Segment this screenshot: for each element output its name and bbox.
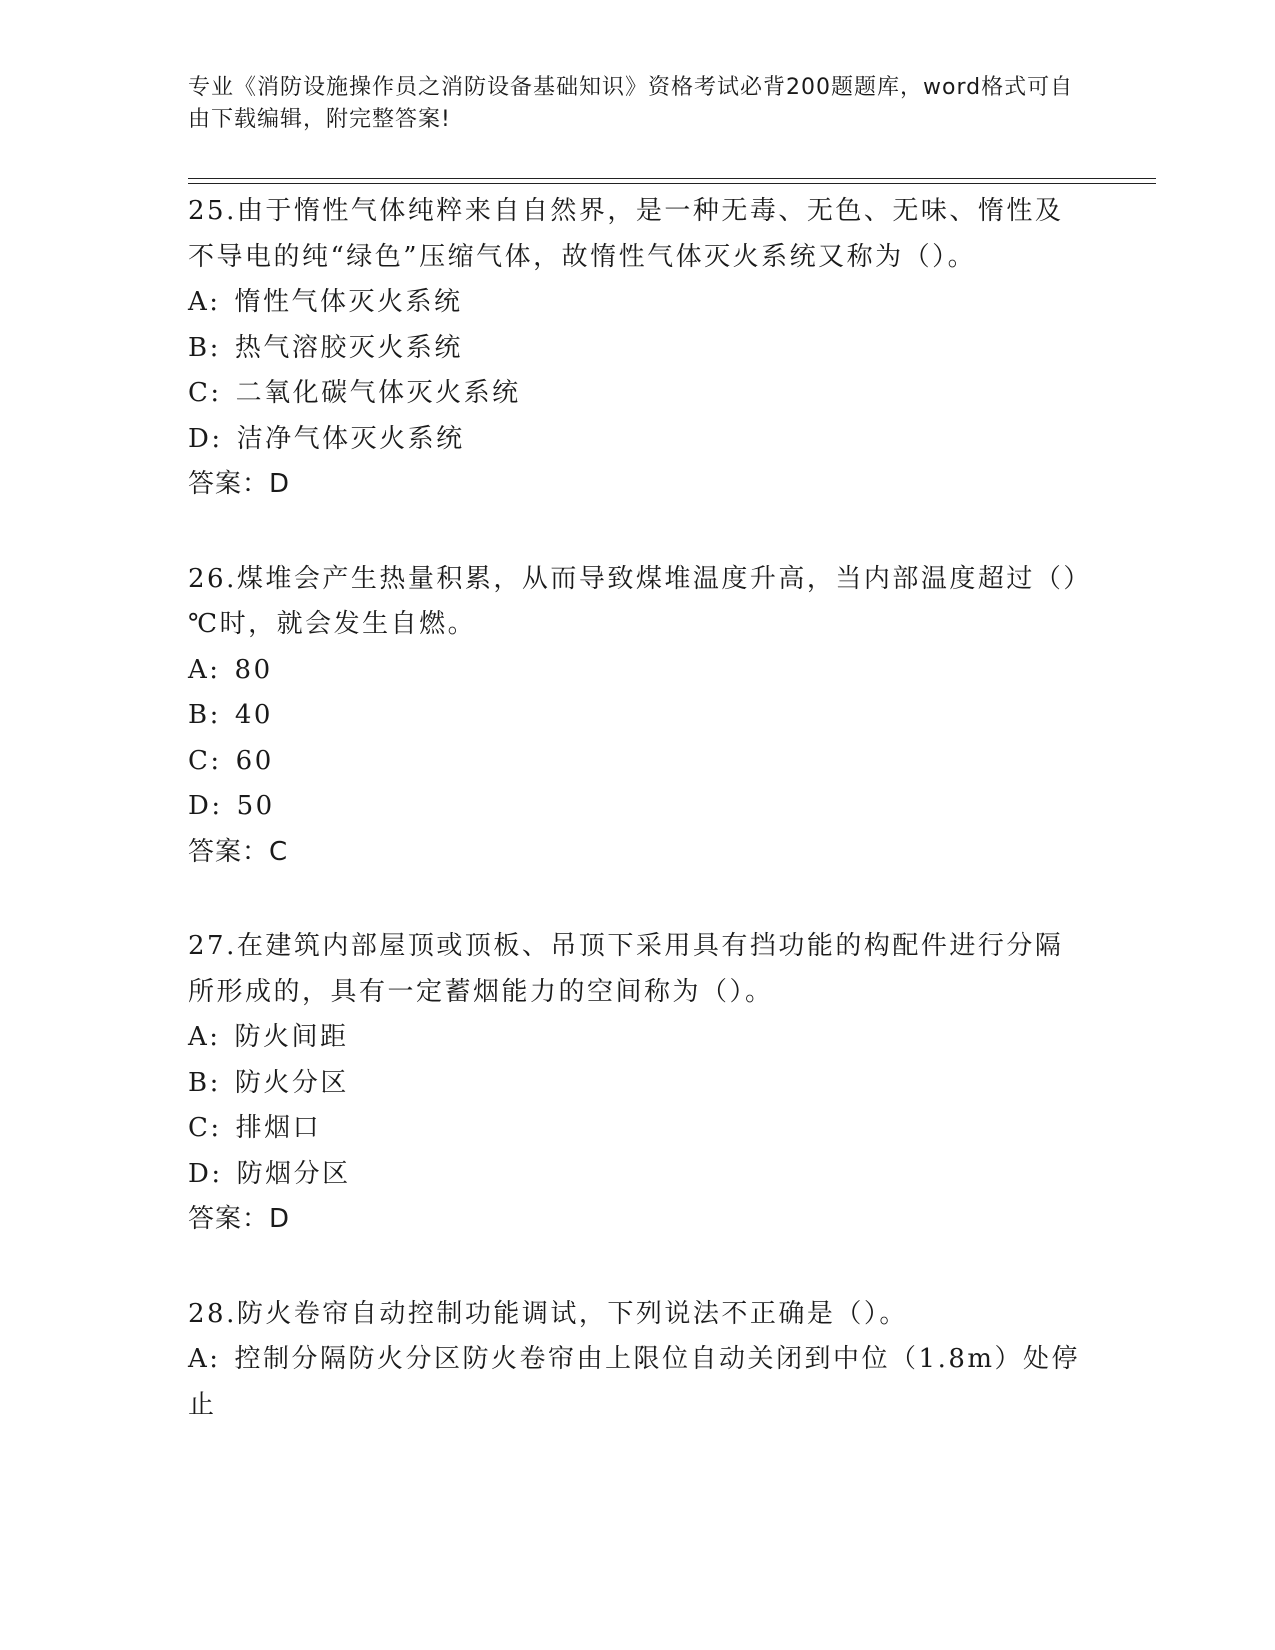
answer: 答案：C	[188, 836, 289, 867]
option-b	[188, 1061, 1088, 1107]
option-a	[188, 648, 1088, 694]
question-text: 25.由于惰性气体纯粹来自自然界，是一种无毒、无色、无味、惰性及不导电的纯“绿色”压缩气体，故惰性气体灭火系统又称为（）。	[188, 196, 1064, 272]
option-label: A:	[188, 1022, 221, 1052]
question-28	[188, 1292, 1088, 1429]
header-divider-top	[188, 178, 1156, 179]
option-label: D:	[188, 423, 223, 454]
option-text: 80	[234, 654, 273, 685]
question-26	[188, 557, 1088, 876]
option-text: 50	[236, 791, 275, 821]
option-a	[188, 280, 1088, 326]
option-label: B:	[188, 332, 221, 363]
option-label: B:	[188, 1067, 221, 1098]
document-header: 专业《消防设施操作员之消防设备基础知识》资格考试必背200题题库，word格式可自由下载编辑，附完整答案!	[188, 75, 1074, 132]
option-d	[188, 417, 1088, 463]
option-text: 控制分隔防火分区防火卷帘由上限位自动关闭到中位（1.8m）处停止	[188, 1344, 1081, 1420]
option-label: A:	[188, 654, 221, 685]
question-25	[188, 189, 1088, 508]
option-d	[188, 1152, 1088, 1198]
option-c	[188, 371, 1088, 417]
option-text: 40	[234, 700, 273, 730]
answer: 答案：D	[188, 1204, 291, 1234]
option-label: D:	[188, 1158, 223, 1189]
option-a	[188, 1337, 1088, 1428]
option-label: A:	[188, 287, 221, 317]
question-list	[188, 189, 1088, 1477]
option-label: A:	[188, 1344, 221, 1374]
option-text: 热气溶胶灭火系统	[234, 332, 463, 363]
option-label: C:	[188, 378, 222, 408]
question-text: 26.煤堆会产生热量积累，从而导致煤堆温度升高，当内部温度超过（）℃时，就会发生自燃。	[188, 563, 1079, 639]
option-d	[188, 784, 1088, 830]
option-c	[188, 1106, 1088, 1152]
option-b	[188, 693, 1088, 739]
option-label: C:	[188, 1113, 222, 1143]
option-text: 洁净气体灭火系统	[236, 423, 465, 454]
option-label: D:	[188, 791, 223, 821]
question-text: 28.防火卷帘自动控制功能调试，下列说法不正确是（）。	[188, 1298, 908, 1329]
option-text: 排烟口	[235, 1113, 322, 1143]
option-a	[188, 1015, 1088, 1061]
option-label: B:	[188, 700, 221, 730]
question-27	[188, 924, 1088, 1243]
option-text: 防火间距	[234, 1022, 349, 1052]
question-text: 27.在建筑内部屋顶或顶板、吊顶下采用具有挡功能的构配件进行分隔所形成的，具有一定蓄烟能力的空间称为（）。	[188, 931, 1064, 1007]
option-text: 防火分区	[234, 1067, 349, 1098]
option-b	[188, 326, 1088, 372]
option-text: 防烟分区	[236, 1158, 351, 1189]
option-label: C:	[188, 745, 222, 776]
option-c	[188, 739, 1088, 785]
option-text: 60	[235, 745, 274, 776]
option-text: 二氧化碳气体灭火系统	[235, 378, 521, 408]
answer: 答案：D	[188, 469, 291, 499]
header-divider-bottom	[188, 183, 1156, 184]
option-text: 惰性气体灭火系统	[234, 287, 463, 317]
